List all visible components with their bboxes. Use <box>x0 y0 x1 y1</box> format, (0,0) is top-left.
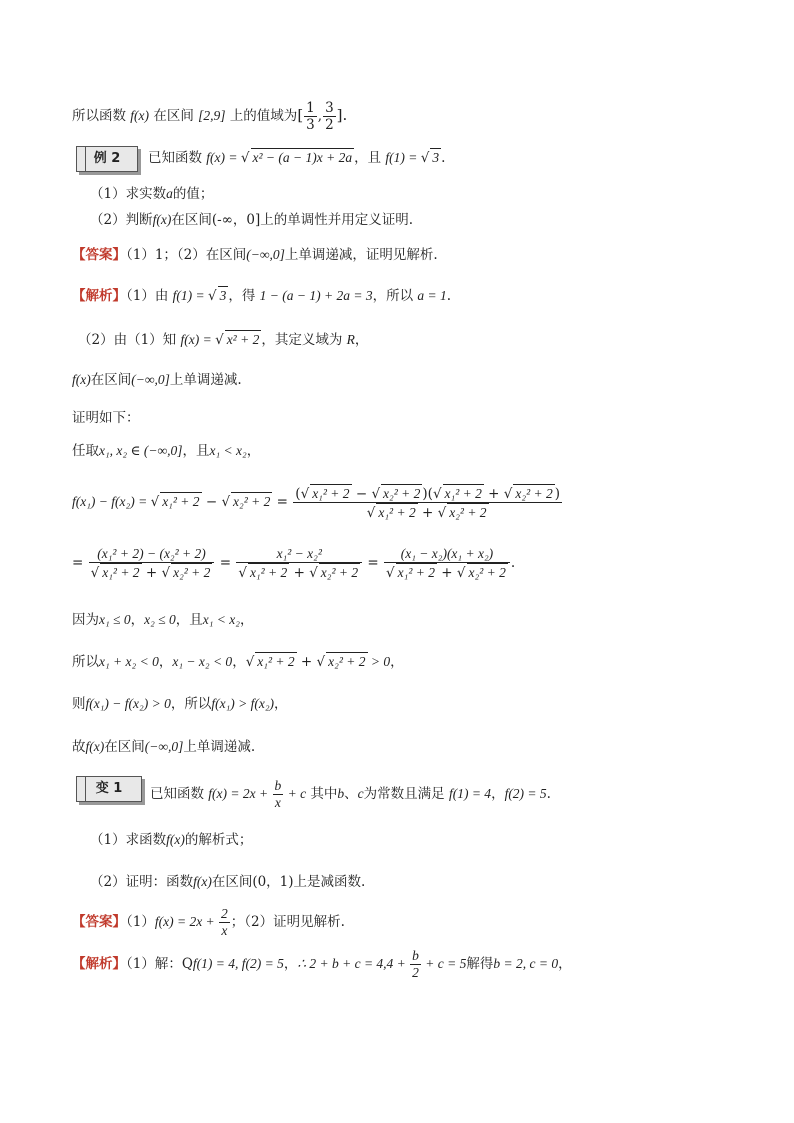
analysis-2-line-2: （2）由（1）知 f(x) = √ x² + 2 ，其定义域为 R， <box>78 332 369 348</box>
proof-take: 任取x₁, x₂ ∈ (−∞,0]，且x₁ < x₂， <box>72 443 261 459</box>
example-2-label: 例 2 <box>76 146 138 172</box>
analysis-2-line-3: f(x)在区间(−∞,0]上单调递减. <box>72 372 242 388</box>
range-statement: 所以函数 f(x) 在区间 [2,9] 上的值域为[ $\frac{1}{3}$ , $\frac{3}{2}$ ]. <box>72 100 348 133</box>
example-2-question-1: （1）求实数a的值； <box>90 186 214 202</box>
variant-1-statement: 已知函数 f(x) = 2x + $\frac{b}{x}$ + c 其中b、c为常数且满足 f(1) = 4，f(2) = 5. <box>150 778 551 810</box>
example-2-question-2: （2）判断f(x)在区间(-∞，0]上的单调性并用定义证明. <box>90 212 414 228</box>
variant-1-question-1: （1）求函数f(x)的解析式； <box>90 832 253 848</box>
answer-3: 【答案】（1）f(x) = 2x + $\frac{2}{x}$ ；（2）证明见解析. <box>72 906 345 938</box>
proof-because: 因为x₁ ≤ 0，x₂ ≤ 0，且x₁ < x₂， <box>72 612 254 628</box>
proof-heading: 证明如下： <box>72 410 140 426</box>
analysis-2-line-1: 【解析】（1）由 f(1) = √ 3 ，得 1 − (a − 1) + 2a = 3，所以 a = 1. <box>72 288 452 304</box>
fraction-one-third: $\frac{1}{3}$ <box>306 100 315 133</box>
fraction-three-halves: $\frac{3}{2}$ <box>325 100 334 133</box>
variant-1-question-2: （2）证明：函数f(x)在区间(0，1)上是减函数. <box>90 874 366 890</box>
proof-conclusion: 故f(x)在区间(−∞,0]上单调递减. <box>72 739 256 755</box>
difference-rationalized-fraction: $\frac{\text{(√ x₁² + 2 − √ x₂² + 2 )(√ x₁² + 2 + √ x₂² + 2 )}}{\text{√ x₁² + 2 + √ x₂² + 2}}$ <box>295 486 561 521</box>
proof-so: 所以x₁ + x₂ < 0，x₁ − x₂ < 0，√ x₁² + 2 + √ x₂² + 2 > 0， <box>72 654 404 670</box>
example-2-statement: 已知函数 f(x) = √ x² − (a − 1)x + 2a ，且 f(1) = √ 3 . <box>148 150 446 166</box>
answer-2: 【答案】（1）1；（2）在区间(−∞,0]上单调递减，证明见解析. <box>72 247 438 263</box>
proof-difference-row-2: = $\frac{\text{(x₁² + 2) − (x₂² + 2)}}{\text{√ x₁² + 2 + √ x₂² + 2}}$ = $\frac{\text{x₁² − x₂²}}{\text{√ x₁² + 2 + √ x₂² + 2}}$ = $\frac{\text{(x₁ − x₂)(x₁ + x₂)}}{\text{√ x₁² + 2 + √ x₂² + 2}}$ . <box>72 546 516 581</box>
analysis-3-line-1: 【解析】（1）解：Qf(1) = 4, f(2) = 5，∴ 2 + b + c = 4,4 + $\frac{b}{2}$ + c = 5解得b = 2, c = 0， <box>72 948 572 980</box>
variant-1-label: 变 1 <box>76 776 142 802</box>
proof-then: 则f(x₁) − f(x₂) > 0，所以f(x₁) > f(x₂)， <box>72 696 288 712</box>
proof-difference-row-1: f(x₁) − f(x₂) = √ x₁² + 2 − √ x₂² + 2 = $\frac{\text{(√ x₁² + 2 − √ x₂² + 2 )(√ x₁² + 2 + √ x₂² + 2 )}}{\text{√ x₁² + 2 + √ x₂² + 2}}$ <box>72 486 561 521</box>
